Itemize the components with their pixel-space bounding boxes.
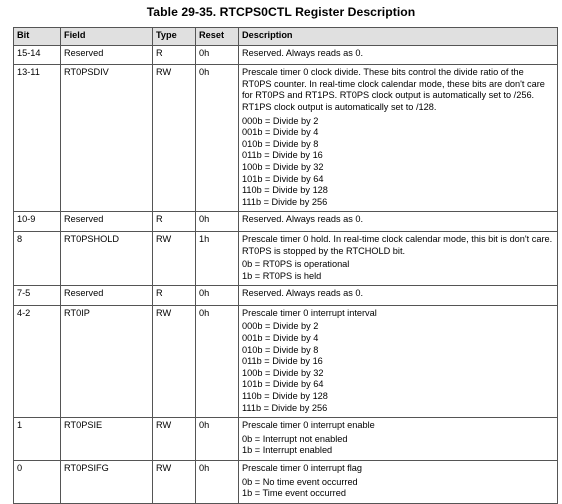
encoding-value: 011b = Divide by 16 xyxy=(242,356,323,367)
encoding-value: 100b = Divide by 32 xyxy=(242,367,324,378)
type-cell: R xyxy=(153,45,196,65)
type-cell: RW xyxy=(153,461,196,504)
description-text: Reserved. Always reads as 0. xyxy=(242,288,364,299)
type-cell: RW xyxy=(153,305,196,417)
table-row xyxy=(14,286,558,306)
table-row xyxy=(14,212,558,232)
encoding-value: 111b = Divide by 256 xyxy=(242,402,328,413)
header-row xyxy=(14,28,558,46)
reset-cell: 0h xyxy=(196,65,239,212)
description-text: Prescale timer 0 interrupt enable xyxy=(242,420,375,431)
column-header-reset: Reset xyxy=(196,28,239,46)
column-header-bit: Bit xyxy=(14,28,61,46)
encoding-value: 101b = Divide by 64 xyxy=(242,173,324,184)
description-text: Prescale timer 0 interrupt interval xyxy=(242,307,377,318)
description-cell xyxy=(239,65,558,212)
encoding-value: 001b = Divide by 4 xyxy=(242,333,319,344)
encoding-value: 000b = Divide by 2 xyxy=(242,115,319,126)
table-body xyxy=(14,45,558,503)
encoding-value: 001b = Divide by 4 xyxy=(242,127,319,138)
encoding-value: 1b = RT0PS is held xyxy=(242,270,322,281)
table-row xyxy=(14,418,558,461)
table-row xyxy=(14,231,558,285)
description-cell xyxy=(239,305,558,417)
field-cell: Reserved xyxy=(61,212,153,232)
encoding-value: 101b = Divide by 64 xyxy=(242,379,324,390)
bit-cell: 10-9 xyxy=(14,212,61,232)
type-cell: RW xyxy=(153,65,196,212)
field-cell: Reserved xyxy=(61,286,153,306)
field-cell: RT0PSIE xyxy=(61,418,153,461)
column-header-field: Field xyxy=(61,28,153,46)
column-header-type: Type xyxy=(153,28,196,46)
reset-cell: 1h xyxy=(196,231,239,285)
encoding-value: 110b = Divide by 128 xyxy=(242,185,328,196)
reset-cell: 0h xyxy=(196,461,239,504)
field-cell: RT0PSIFG xyxy=(61,461,153,504)
encoding-value: 010b = Divide by 8 xyxy=(242,344,319,355)
description-cell xyxy=(239,231,558,285)
type-cell: R xyxy=(153,212,196,232)
type-cell: RW xyxy=(153,418,196,461)
encoding-value: 0b = Interrupt not enabled xyxy=(242,433,348,444)
description-cell xyxy=(239,418,558,461)
description-cell xyxy=(239,45,558,65)
column-header-description: Description xyxy=(239,28,558,46)
encoding-value: 0b = No time event occurred xyxy=(242,476,358,487)
encoding-value: 0b = RT0PS is operational xyxy=(242,259,350,270)
bit-cell: 8 xyxy=(14,231,61,285)
reset-cell: 0h xyxy=(196,305,239,417)
description-text: Prescale timer 0 hold. In real-time clock calendar mode, this bit is don't care. RT0PS is stopped by the RTCHOLD bit. xyxy=(242,233,553,256)
encoding-value: 1b = Interrupt enabled xyxy=(242,445,333,456)
description-text: Prescale timer 0 clock divide. These bits control the divide ratio of the RT0PS counter. In real-time clock calendar mode, these bits are don't care for RT0PS and RT1PS. RT0PS clock output is automatically set to /256. RT1PS clock output is automatically set to /128. xyxy=(242,67,545,112)
bit-cell: 4-2 xyxy=(14,305,61,417)
reset-cell: 0h xyxy=(196,418,239,461)
reset-cell: 0h xyxy=(196,45,239,65)
encoding-value: 011b = Divide by 16 xyxy=(242,150,323,161)
register-description-table xyxy=(13,27,558,504)
field-cell: RT0IP xyxy=(61,305,153,417)
table-title: Table 29-35. RTCPS0CTL Register Description xyxy=(146,5,416,19)
reset-cell: 0h xyxy=(196,286,239,306)
encoding-value: 111b = Divide by 256 xyxy=(242,196,328,207)
type-cell: R xyxy=(153,286,196,306)
reset-cell: 0h xyxy=(196,212,239,232)
table-row xyxy=(14,65,558,212)
encoding-value: 1b = Time event occurred xyxy=(242,488,346,499)
bit-cell: 13-11 xyxy=(14,65,61,212)
table-row xyxy=(14,461,558,504)
bit-cell: 1 xyxy=(14,418,61,461)
encoding-value: 010b = Divide by 8 xyxy=(242,138,319,149)
description-text: Reserved. Always reads as 0. xyxy=(242,214,364,225)
field-cell: Reserved xyxy=(61,45,153,65)
description-cell xyxy=(239,286,558,306)
bit-cell: 15-14 xyxy=(14,45,61,65)
field-cell: RT0PSDIV xyxy=(61,65,153,212)
encoding-value: 000b = Divide by 2 xyxy=(242,321,319,332)
encoding-value: 110b = Divide by 128 xyxy=(242,391,328,402)
description-cell xyxy=(239,212,558,232)
table-row xyxy=(14,45,558,65)
type-cell: RW xyxy=(153,231,196,285)
table-row xyxy=(14,305,558,417)
description-cell xyxy=(239,461,558,504)
bit-cell: 7-5 xyxy=(14,286,61,306)
field-cell: RT0PSHOLD xyxy=(61,231,153,285)
bit-cell: 0 xyxy=(14,461,61,504)
encoding-value: 100b = Divide by 32 xyxy=(242,161,324,172)
description-text: Reserved. Always reads as 0. xyxy=(242,47,364,58)
description-text: Prescale timer 0 interrupt flag xyxy=(242,463,362,473)
